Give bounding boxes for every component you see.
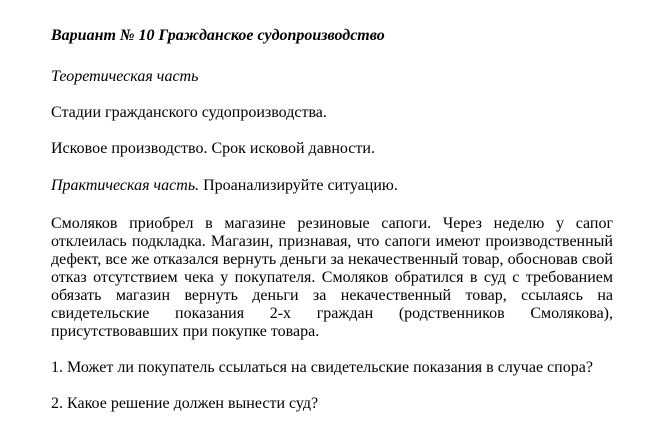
practice-heading: Практическая часть. [51,177,200,194]
document-page [51,20,613,413]
practice-line [51,177,613,195]
theory-item-claim-proceedings: Исковое производство. Срок исковой давности. [51,140,375,157]
case-text: Смоляков приобрел в магазине резиновые сапоги. Через неделю у сапог отклеилась подкладка. Магазин, признавая, что сапоги имеют производственный дефект, все же отказался вернуть деньги за некачественный товар, обосновав свой отказ отсутствием чека у покупателя. Смоляков обратился в суд с требованием обязать магазин вернуть деньги за некачественный товар, ссылаясь на свидетельские показания 2-х граждан (родственников Смолякова), присутствовавших при покупке товара. [51,215,613,340]
theory-heading: Теоретическая часть [51,68,199,85]
theory-item-stages: Стадии гражданского судопроизводства. [51,104,327,121]
document-title: Вариант № 10 Гражданское судопроизводство [51,27,385,44]
question-1: 1. Может ли покупатель ссылаться на свидетельские показания в случае спора? [51,359,593,376]
practice-instruction: Проанализируйте ситуацию. [199,177,398,194]
question-2: 2. Какое решение должен вынести суд? [51,395,319,412]
